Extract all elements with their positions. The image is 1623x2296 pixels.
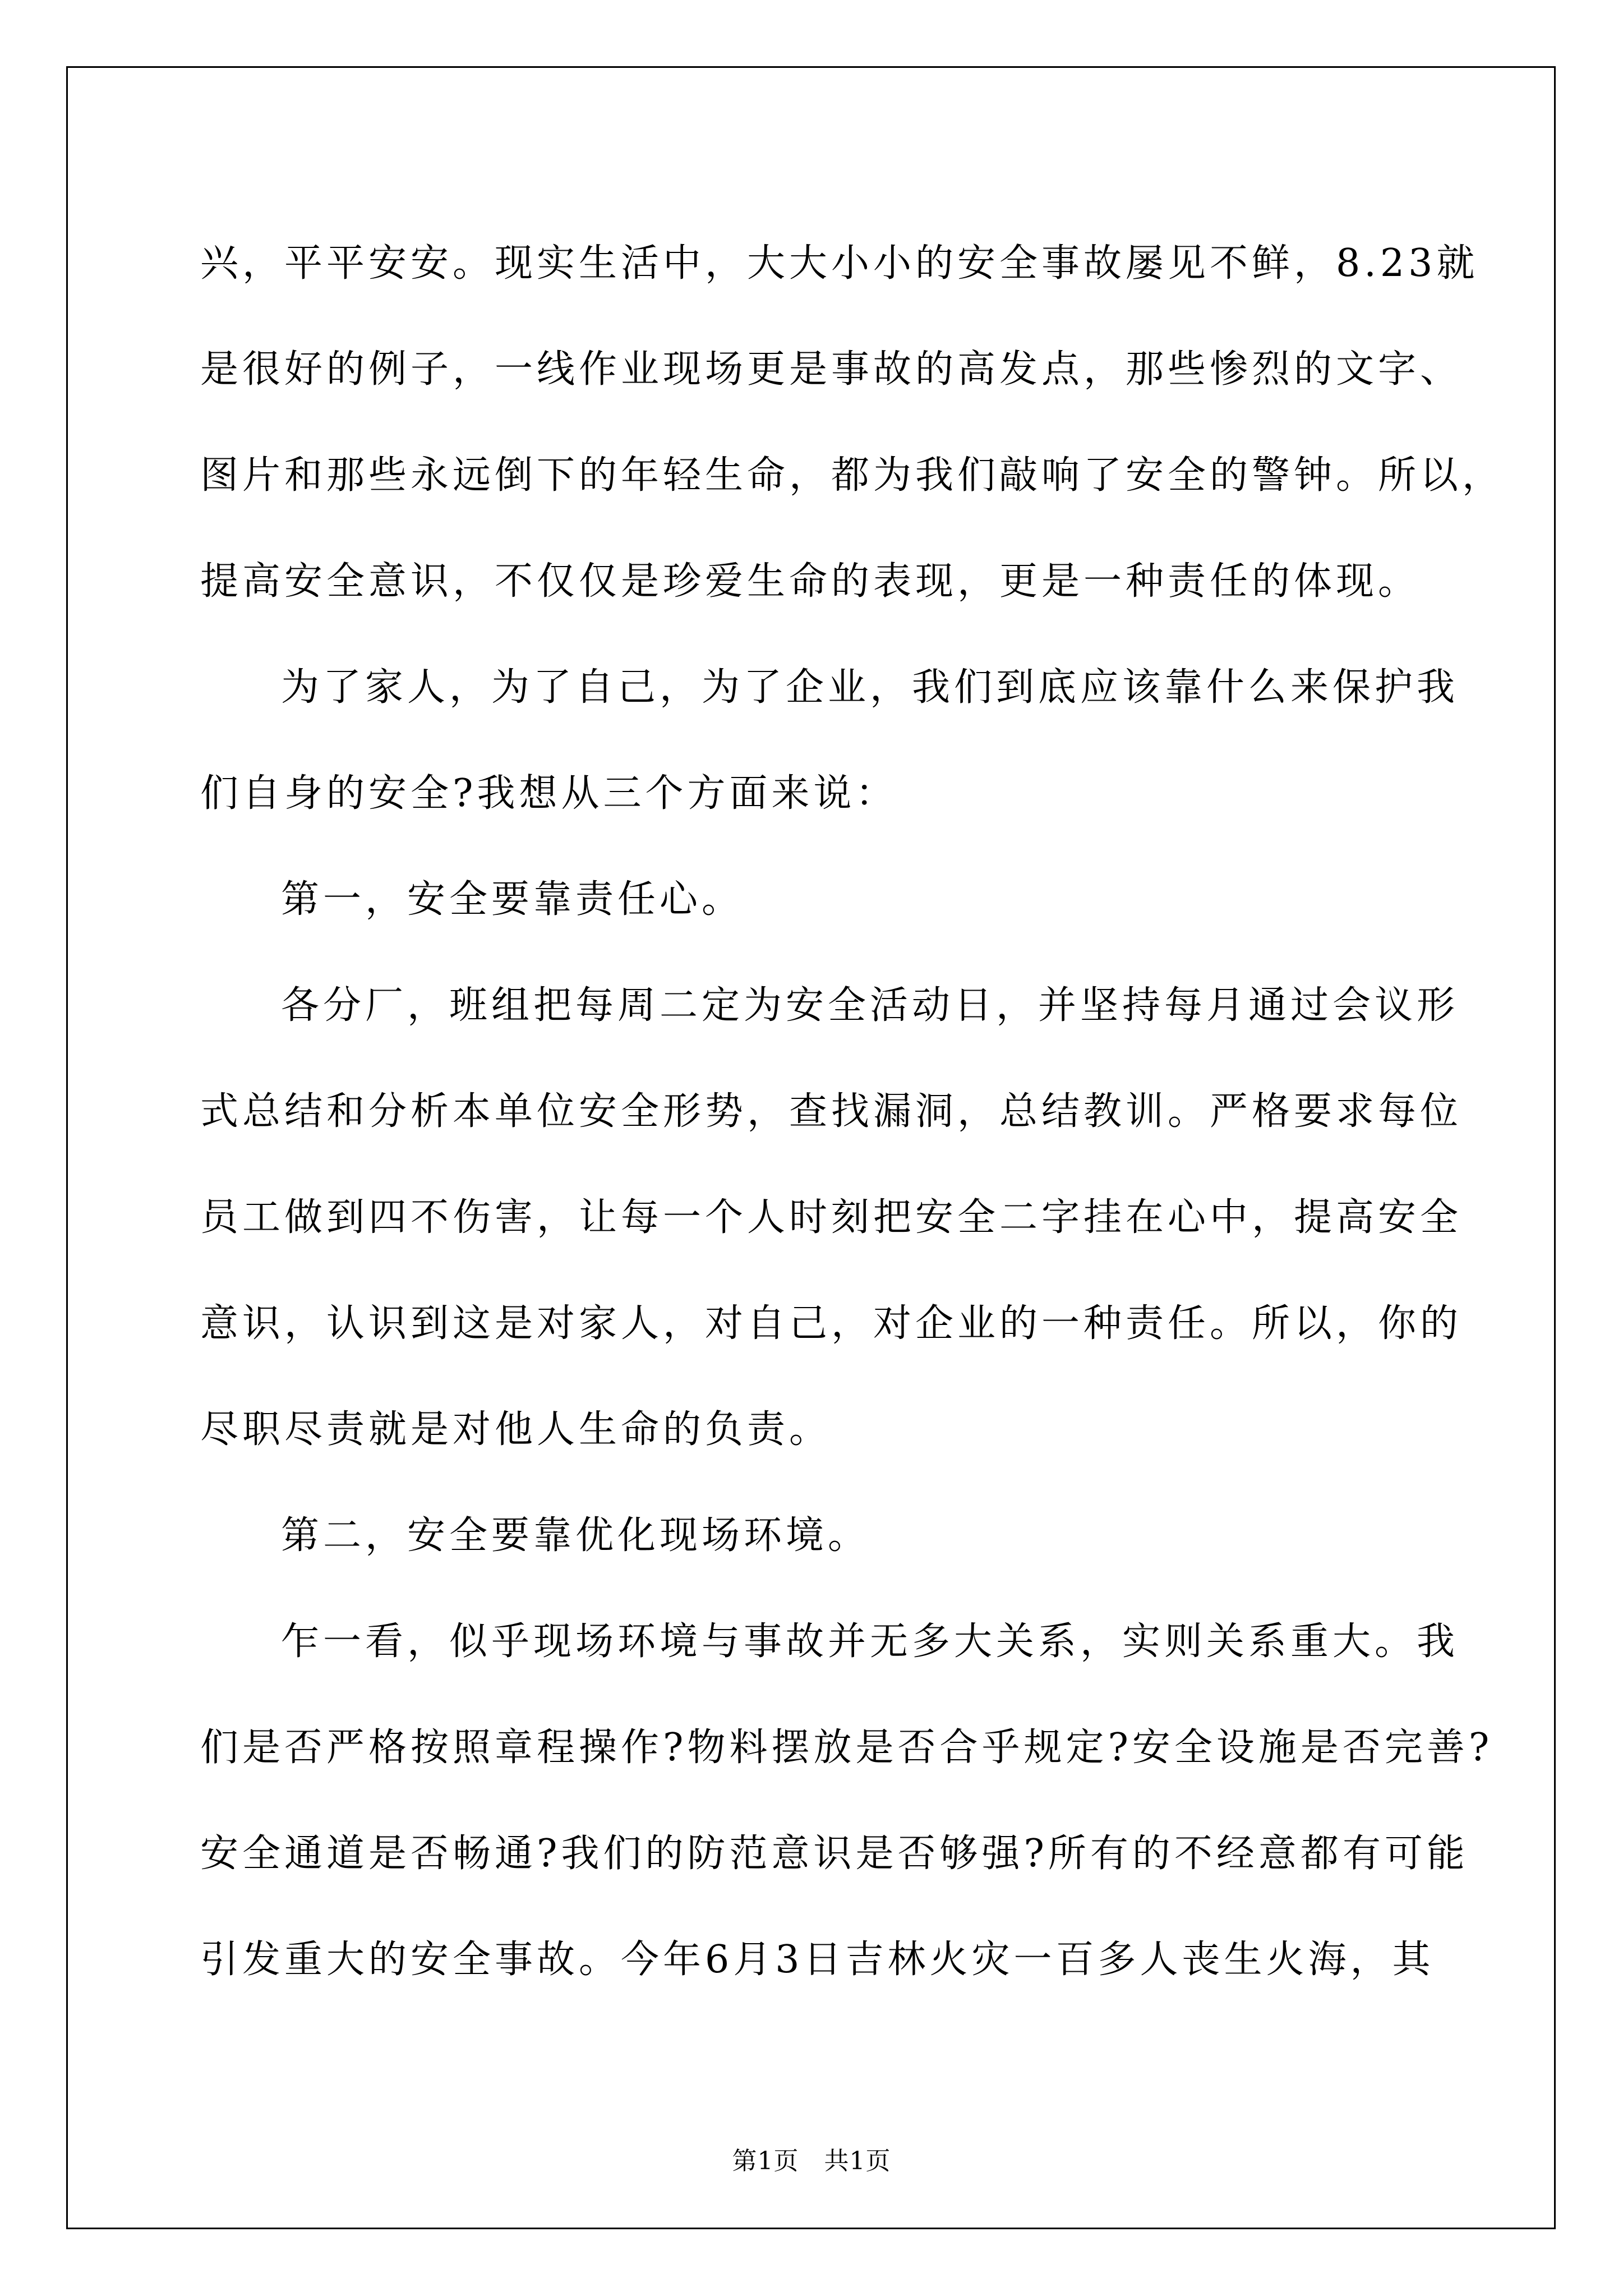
text-line: 是很好的例子，一线作业现场更是事故的高发点，那些惨烈的文字、 [200, 347, 1463, 392]
text-line: 们是否严格按照章程操作?物料摆放是否合乎规定?安全设施是否完善? [200, 1726, 1493, 1770]
text-line: 式总结和分析本单位安全形势，查找漏洞，总结教训。严格要求每位 [200, 1089, 1463, 1134]
text-line: 兴，平平安安。现实生活中，大大小小的安全事故屡见不鲜，8.23就 [200, 241, 1479, 286]
text-line: 各分厂，班组把每周二定为安全活动日，并坚持每月通过会议形 [281, 983, 1459, 1028]
text-line: 尽职尽责就是对他人生命的负责。 [200, 1407, 832, 1452]
paragraph-1 [200, 210, 1505, 634]
text-line: 乍一看，似乎现场环境与事故并无多大关系，实则关系重大。我 [281, 1619, 1459, 1664]
page-footer [0, 2145, 1623, 2178]
text-line: 们自身的安全?我想从三个方面来说： [200, 771, 898, 816]
section-heading: 第一，安全要靠责任心。 [281, 877, 744, 922]
text-line: 意识，认识到这是对家人，对自己，对企业的一种责任。所以，你的 [200, 1301, 1463, 1346]
text-line: 提高安全意识，不仅仅是珍爱生命的表现，更是一种责任的体现。 [200, 559, 1421, 604]
paragraph-4 [200, 953, 1463, 1483]
text-line: 引发重大的安全事故。今年6月3日吉林火灾一百多人丧生火海，其 [200, 1938, 1435, 1982]
text-line: 安全通道是否畅通?我们的防范意识是否够强?所有的不经意都有可能 [200, 1832, 1469, 1876]
paragraph-5-heading [200, 1483, 1423, 1589]
text-line: 员工做到四不伤害，让每一个人时刻把安全二字挂在心中，提高安全 [200, 1195, 1463, 1240]
page-number-label: 第1页 共1页 [732, 2147, 891, 2175]
document-body [200, 210, 1505, 2013]
text-line: 图片和那些永远倒下的年轻生命，都为我们敲响了安全的警钟。所以， [200, 453, 1505, 498]
section-heading: 第二，安全要靠优化现场环境。 [281, 1513, 870, 1558]
paragraph-3-heading [200, 846, 1423, 953]
text-line: 为了家人，为了自己，为了企业，我们到底应该靠什么来保护我 [281, 665, 1459, 710]
paragraph-2 [200, 634, 1459, 846]
paragraph-6 [200, 1589, 1493, 2013]
